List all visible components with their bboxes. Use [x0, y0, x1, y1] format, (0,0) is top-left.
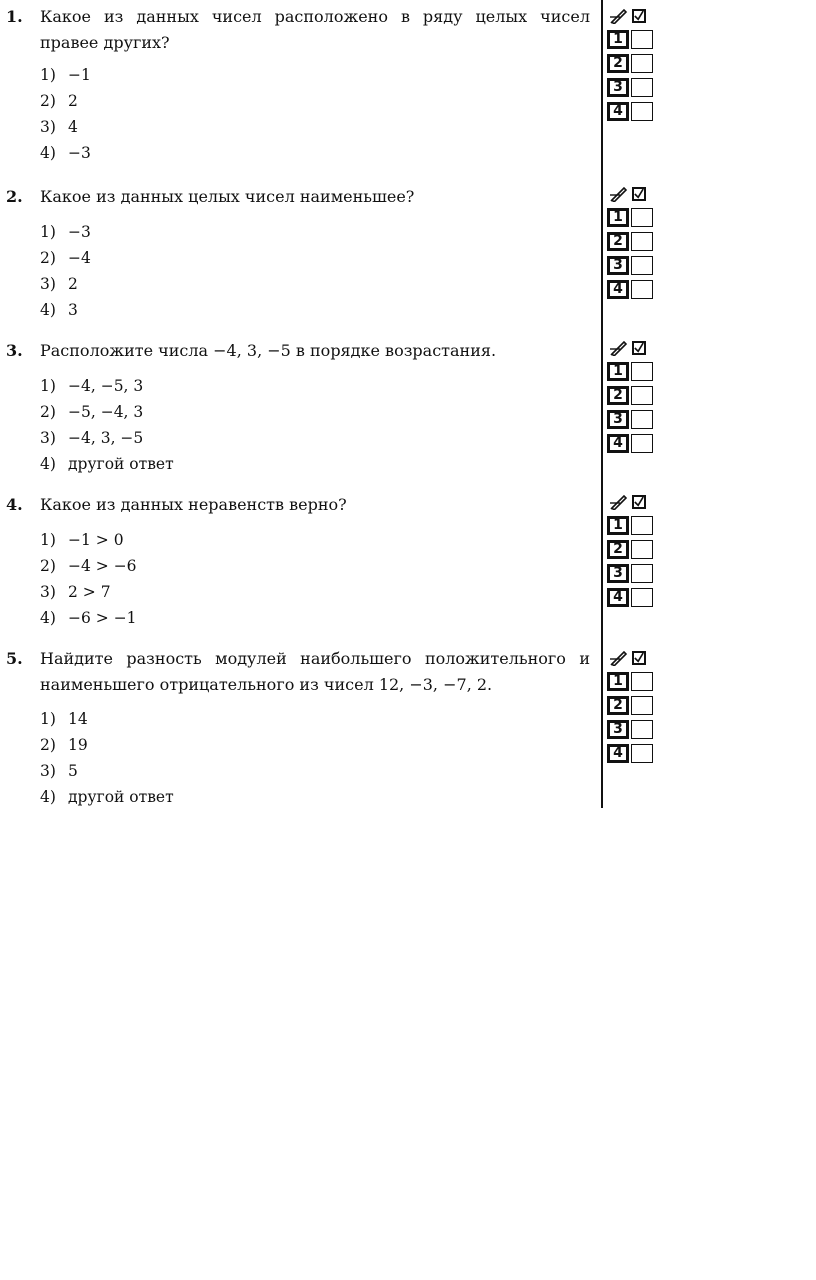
answer-checkbox[interactable]: [631, 78, 653, 97]
answer-row-4: [607, 99, 659, 123]
answer-row-3: [607, 253, 659, 277]
answer-grid-header: [607, 337, 659, 359]
answer-checkbox[interactable]: [631, 564, 653, 583]
answer-row-2: [607, 693, 659, 717]
answer-row-1: [607, 205, 659, 229]
option-2[interactable]: 2) −4: [40, 249, 91, 267]
answer-number-box: 3: [607, 256, 629, 275]
option-3[interactable]: 3) −4, 3, −5: [40, 429, 144, 447]
answer-number-box: 1: [607, 208, 629, 227]
option-3[interactable]: 3) 5: [40, 762, 78, 780]
question-number: 2.: [6, 187, 23, 206]
answer-number-box: 3: [607, 720, 629, 739]
answer-checkbox[interactable]: [631, 588, 653, 607]
answer-checkbox[interactable]: [631, 386, 653, 405]
answer-number-box: 3: [607, 564, 629, 583]
pencil-icon: [610, 494, 628, 510]
option-2[interactable]: 2) −4 > −6: [40, 557, 137, 575]
pencil-icon: [610, 186, 628, 202]
answer-row-3: [607, 407, 659, 431]
option-3[interactable]: 3) 2: [40, 275, 78, 293]
option-1[interactable]: 1) −1 > 0: [40, 531, 124, 549]
question-text: Какое из данных целых чисел наименьшее?: [40, 187, 415, 206]
answer-number-box: 2: [607, 540, 629, 559]
option-list: [40, 373, 174, 477]
pencil-icon: [610, 340, 628, 356]
answer-number-box: 3: [607, 78, 629, 97]
answer-row-1: [607, 669, 659, 693]
answer-row-4: [607, 741, 659, 765]
option-4[interactable]: 4) 3: [40, 301, 78, 319]
option-1[interactable]: 1) 14: [40, 710, 88, 728]
answer-row-3: [607, 717, 659, 741]
question-number: 5.: [6, 649, 23, 668]
answer-number-box: 1: [607, 672, 629, 691]
option-list: [40, 706, 174, 810]
answer-checkbox[interactable]: [631, 280, 653, 299]
answer-row-2: [607, 383, 659, 407]
option-1[interactable]: 1) −3: [40, 223, 91, 241]
pencil-icon: [610, 650, 628, 666]
answer-grid-5: [607, 647, 659, 765]
answer-row-2: [607, 51, 659, 75]
answer-number-box: 2: [607, 386, 629, 405]
answer-checkbox[interactable]: [631, 232, 653, 251]
option-4[interactable]: 4) другой ответ: [40, 788, 174, 806]
answer-number-box: 3: [607, 410, 629, 429]
answer-row-1: [607, 513, 659, 537]
answer-row-3: [607, 561, 659, 585]
answer-grid-3: [607, 337, 659, 455]
answer-row-1: [607, 359, 659, 383]
option-2[interactable]: 2) −5, −4, 3: [40, 403, 144, 421]
question-number: 1.: [6, 7, 23, 26]
option-list: [40, 62, 91, 166]
checkmark-icon: [632, 341, 646, 355]
answer-row-4: [607, 585, 659, 609]
question-text: Расположите числа −4, 3, −5 в порядке возрастания.: [40, 341, 497, 360]
option-1[interactable]: 1) −1: [40, 66, 91, 84]
answer-row-2: [607, 229, 659, 253]
checkmark-icon: [632, 187, 646, 201]
answer-checkbox[interactable]: [631, 102, 653, 121]
pencil-icon: [610, 8, 628, 24]
answer-checkbox[interactable]: [631, 256, 653, 275]
answer-checkbox[interactable]: [631, 744, 653, 763]
answer-checkbox[interactable]: [631, 30, 653, 49]
answer-number-box: 4: [607, 280, 629, 299]
answer-checkbox[interactable]: [631, 362, 653, 381]
answer-checkbox[interactable]: [631, 672, 653, 691]
answer-checkbox[interactable]: [631, 696, 653, 715]
answer-checkbox[interactable]: [631, 720, 653, 739]
answer-grid-header: [607, 491, 659, 513]
answer-number-box: 1: [607, 516, 629, 535]
answer-row-3: [607, 75, 659, 99]
answer-number-box: 1: [607, 30, 629, 49]
answer-column-divider: [601, 0, 603, 808]
answer-number-box: 4: [607, 588, 629, 607]
answer-grid-header: [607, 5, 659, 27]
answer-grid-4: [607, 491, 659, 609]
option-3[interactable]: 3) 4: [40, 118, 78, 136]
answer-grid-1: [607, 5, 659, 123]
question-number: 4.: [6, 495, 23, 514]
answer-row-2: [607, 537, 659, 561]
answer-row-1: [607, 27, 659, 51]
answer-grid-header: [607, 183, 659, 205]
answer-checkbox[interactable]: [631, 540, 653, 559]
answer-number-box: 4: [607, 744, 629, 763]
answer-checkbox[interactable]: [631, 208, 653, 227]
option-4[interactable]: 4) другой ответ: [40, 455, 174, 473]
question-text: Какое из данных чисел расположено в ряду целых чисел правее других?: [40, 7, 590, 52]
question-text: Найдите разность модулей наибольшего положительного и наименьшего отрицательного из чисел 12, −3, −7, 2.: [40, 649, 590, 694]
answer-checkbox[interactable]: [631, 516, 653, 535]
answer-grid-header: [607, 647, 659, 669]
option-list: [40, 219, 91, 323]
question-number: 3.: [6, 341, 23, 360]
answer-grid-2: [607, 183, 659, 301]
option-2[interactable]: 2) 2: [40, 92, 78, 110]
answer-number-box: 1: [607, 362, 629, 381]
option-4[interactable]: 4) −3: [40, 144, 91, 162]
answer-number-box: 4: [607, 102, 629, 121]
checkmark-icon: [632, 495, 646, 509]
option-2[interactable]: 2) 19: [40, 736, 88, 754]
checkmark-icon: [632, 651, 646, 665]
checkmark-icon: [632, 9, 646, 23]
question-text: Какое из данных неравенств верно?: [40, 495, 347, 514]
option-4[interactable]: 4) −6 > −1: [40, 609, 137, 627]
answer-checkbox[interactable]: [631, 410, 653, 429]
option-1[interactable]: 1) −4, −5, 3: [40, 377, 144, 395]
answer-checkbox[interactable]: [631, 54, 653, 73]
answer-checkbox[interactable]: [631, 434, 653, 453]
answer-number-box: 2: [607, 54, 629, 73]
answer-row-4: [607, 431, 659, 455]
answer-number-box: 4: [607, 434, 629, 453]
option-3[interactable]: 3) 2 > 7: [40, 583, 111, 601]
option-list: [40, 527, 137, 631]
answer-number-box: 2: [607, 696, 629, 715]
answer-number-box: 2: [607, 232, 629, 251]
answer-row-4: [607, 277, 659, 301]
